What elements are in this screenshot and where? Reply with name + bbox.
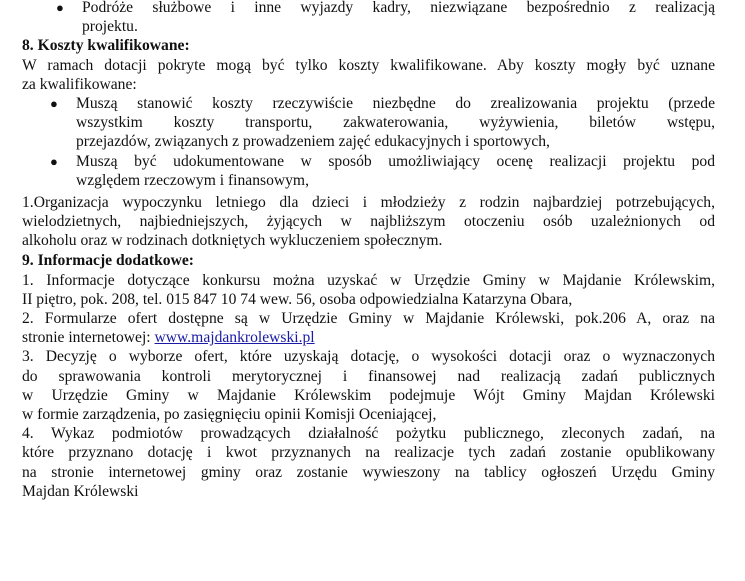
text-line: 1.Organizacja wypoczynku letniego dla dzieci i młodzieży z rodzin najbardziej potrzebujących, bbox=[22, 193, 715, 211]
list-item bbox=[22, 94, 715, 152]
website-link[interactable]: www.majdankrolewski.pl bbox=[154, 329, 315, 347]
section-heading: 8. Koszty kwalifikowane: bbox=[22, 37, 190, 55]
text-line: na stronie internetowej gminy oraz zostanie wywieszony na tablicy ogłoszeń Urzędu Gminy bbox=[22, 463, 715, 481]
text-line: które przyznano dotację i kwot przyznanych na realizacje tych zadań zostanie opublikowany bbox=[22, 444, 715, 462]
bullet-icon: ● bbox=[50, 153, 58, 169]
text-line: 4. Wykaz podmiotów prowadzących działalność pożytku publicznego, zleconych zadań, na bbox=[22, 425, 715, 443]
text-line: alkoholu oraz w rodzinach dotkniętych wykluczeniem społecznym. bbox=[22, 232, 443, 250]
text-line: projektu. bbox=[82, 18, 138, 36]
text-line: Majdan Królewski bbox=[22, 482, 139, 500]
text-line: względem rzeczowym i finansowym, bbox=[76, 171, 309, 189]
list-item bbox=[22, 152, 715, 190]
text-line bbox=[22, 328, 715, 347]
text-line: w Urzędzie Gminy w Majdanie Królewskim podejmuje Wójt Gminy Majdan Królewski bbox=[22, 386, 715, 404]
document-page bbox=[22, 0, 715, 501]
text-line: przejazdów, związanych z prowadzeniem zajęć edukacyjnych i sportowych, bbox=[76, 133, 550, 151]
text-line: 1. Informacje dotyczące konkursu można uzyskać w Urzędzie Gminy w Majdanie Królewskim, bbox=[22, 271, 715, 289]
text-line: Podróże służbowe i inne wyjazdy kadry, niezwiązane bezpośrednio z realizacją bbox=[82, 0, 715, 16]
text-line: za kwalifikowane: bbox=[22, 75, 137, 93]
text-line: Muszą stanowić koszty rzeczywiście niezbędne do zrealizowania projektu (przede bbox=[76, 94, 715, 112]
list-item bbox=[22, 0, 715, 36]
text-line: w formie zarządzenia, po zasięgnięciu opinii Komisji Oceniającej, bbox=[22, 405, 437, 423]
text-line: II piętro, pok. 208, tel. 015 847 10 74 wew. 56, osoba odpowiedzialna Katarzyna Obara, bbox=[22, 290, 573, 308]
bullet-icon: ● bbox=[50, 95, 58, 111]
text-line: W ramach dotacji pokryte mogą być tylko koszty kwalifikowane. Aby koszty mogły być uznane bbox=[22, 56, 715, 74]
text-line: wszystkim koszty transportu, zakwaterowania, wyżywienia, biletów wstępu, bbox=[76, 114, 715, 132]
text-line: 3. Decyzję o wyborze ofert, które uzyskają dotację, o wysokości dotacji oraz o wyznaczonych bbox=[22, 348, 715, 366]
bullet-icon: ● bbox=[56, 0, 64, 15]
text-line: do sprawowania kontroli merytorycznej i finansowej nad realizacją zadań publicznych bbox=[22, 367, 715, 385]
text-line: wielodzietnych, najbiedniejszych, żyjących w najbliższym otoczeniu osób uzależnionych od bbox=[22, 213, 715, 231]
text-line: Muszą być udokumentowane w sposób umożliwiający ocenę realizacji projektu pod bbox=[76, 152, 715, 170]
section-heading: 9. Informacje dodatkowe: bbox=[22, 252, 194, 270]
text-line: 2. Formularze ofert dostępne są w Urzędzie Gminy w Majdanie Królewski, pok.206 A, oraz na bbox=[22, 310, 715, 327]
link-prefix: stronie internetowej: bbox=[22, 329, 155, 347]
